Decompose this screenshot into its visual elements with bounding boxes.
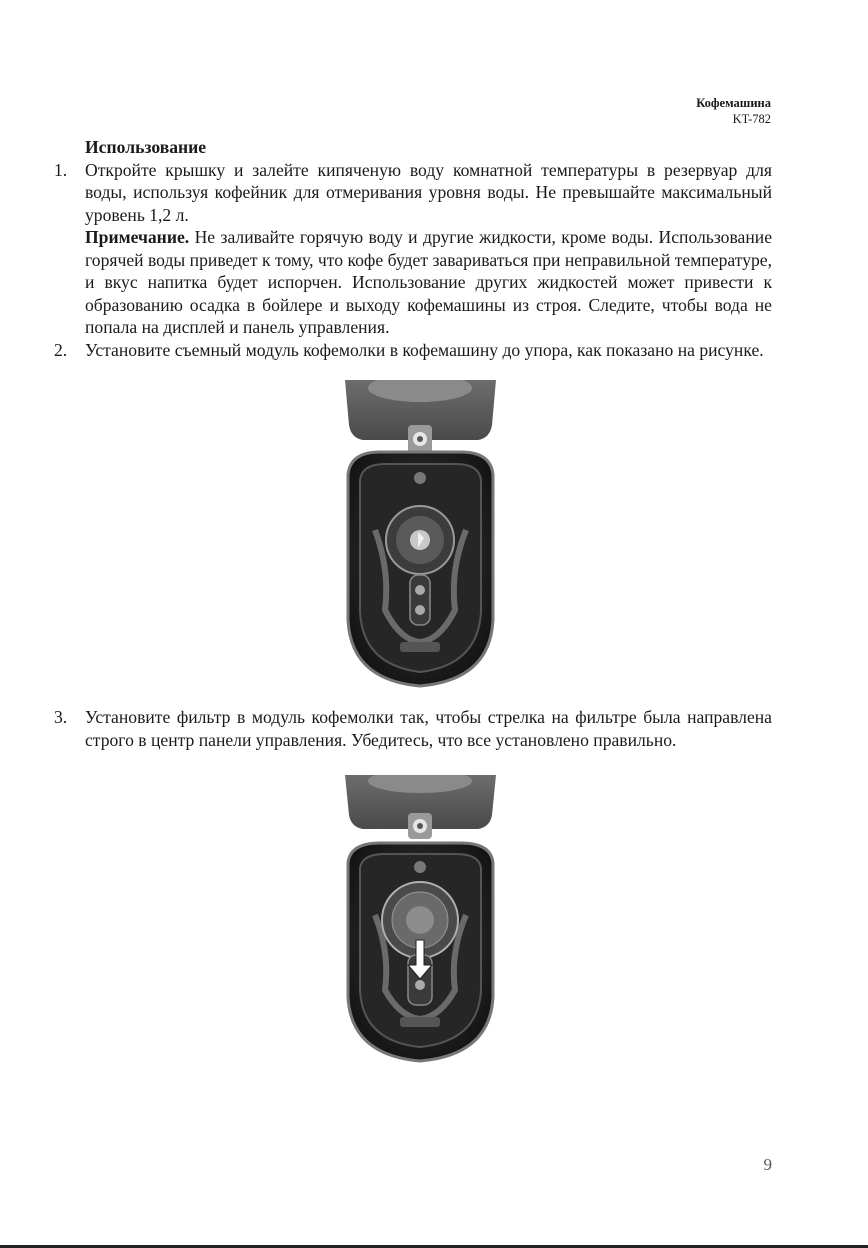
coffee-machine-filter-view-image bbox=[340, 775, 501, 1063]
step-text: Установите съемный модуль кофемолки в кофемашину до упора, как показано на рисунке. bbox=[85, 339, 764, 360]
coffee-machine-top-view-image bbox=[340, 380, 501, 689]
grinder-module-photo bbox=[340, 380, 501, 689]
step-2 bbox=[54, 339, 772, 362]
step-1 bbox=[54, 159, 772, 227]
step-text: Откройте крышку и залейте кипяченую воду комнатной температуры в резервуар для воды, используя кофейник для отмеривания уровня воды. Не превышайте максимальный уровень 1,2 л. bbox=[85, 159, 772, 225]
note-paragraph bbox=[85, 226, 772, 339]
document-header bbox=[696, 95, 771, 127]
page-number: 9 bbox=[763, 1155, 772, 1174]
main-content bbox=[54, 136, 772, 361]
section-title: Использование bbox=[85, 137, 207, 157]
header-model: KT-782 bbox=[732, 112, 771, 126]
note-label: Примечание. bbox=[85, 227, 190, 247]
filter-installed-photo bbox=[340, 775, 501, 1063]
step-text: Установите фильтр в модуль кофемолки так, чтобы стрелка на фильтре была направлена строго в центр панели управления. Убедитесь, что все установлено правильно. bbox=[85, 707, 772, 750]
step-3 bbox=[54, 706, 772, 751]
step-number: 2. bbox=[54, 339, 68, 360]
step-number: 1. bbox=[54, 159, 68, 180]
note-text: Не заливайте горячую воду и другие жидкости, кроме воды. Использование горячей воды приведет к тому, что кофе будет завариваться при неправильной температуре, и вкус напитка будет испорчен. Использование других жидкостей может привести к образованию осадка в бойлере и выходу кофемашины из строя. Следите, чтобы вода не попала на дисплей и панель управления. bbox=[85, 227, 772, 337]
step-number: 3. bbox=[54, 707, 68, 727]
header-product: Кофемашина bbox=[696, 96, 771, 110]
